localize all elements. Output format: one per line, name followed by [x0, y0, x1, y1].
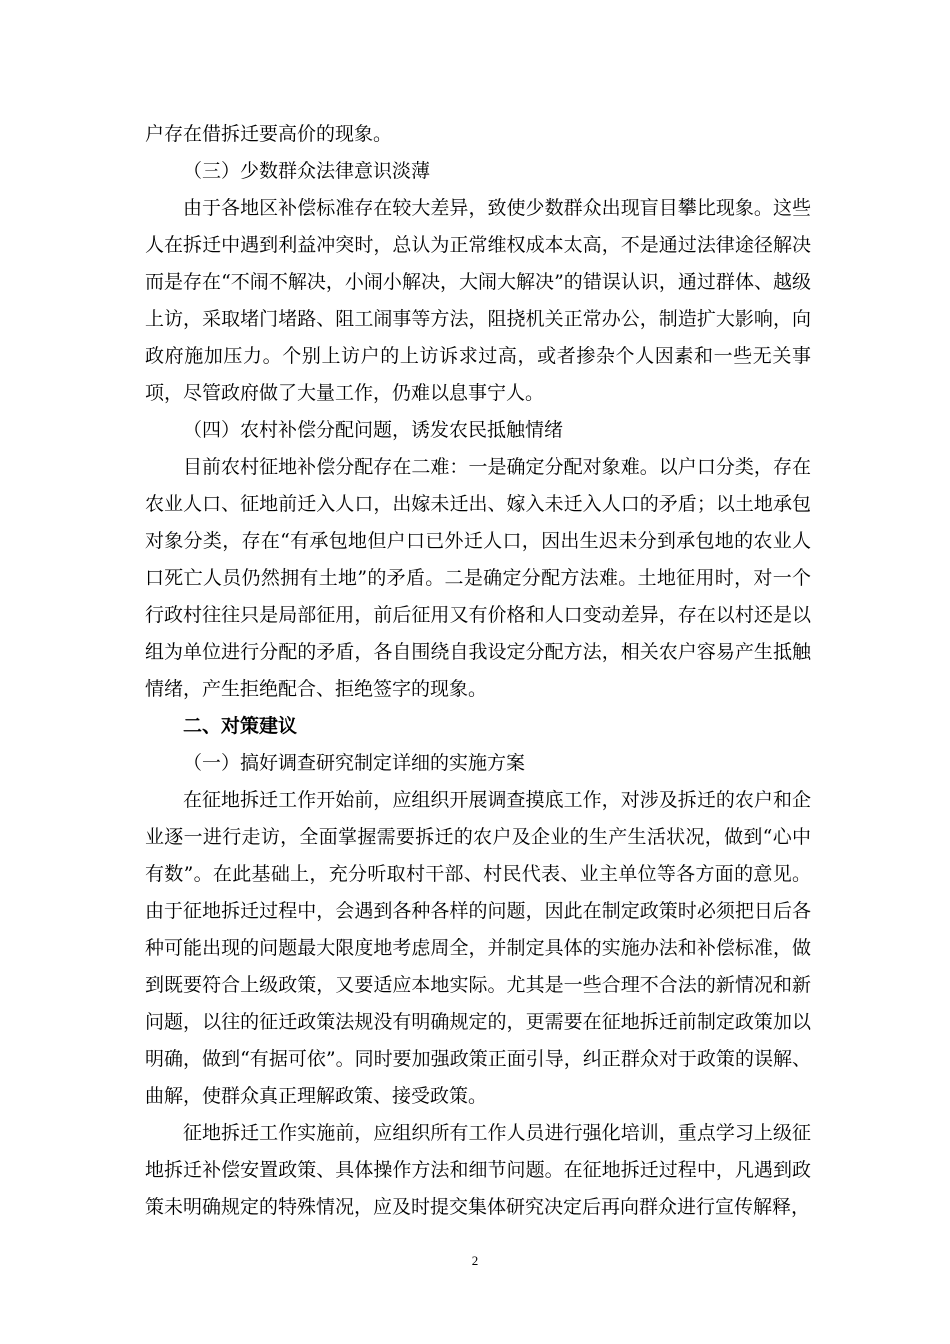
section-heading-countermeasures: 二、对策建议 [183, 715, 298, 737]
paragraph-legal-awareness: 由于各地区补偿标准存在较大差异，致使少数群众出现盲目攀比现象。这些人在拆迁中遇到利益冲突时，总认为正常维权成本太高，不是通过法律途径解决而是存在“不闹不解决，小闹小解决，大闹大解决”的错误认识，通过群体、越级上访，采取堵门堵路、阻工闹事等方法，阻挠机关正常办公，制造扩大影响，向政府施加压力。个别上访户的上访诉求过高，或者掺杂个人因素和一些无关事项，尽管政府做了大量工作，仍难以息事宁人。 [145, 197, 811, 404]
subheading-three: （三）少数群众法律意识淡薄 [183, 160, 431, 182]
paragraph-training: 征地拆迁工作实施前，应组织所有工作人员进行强化培训，重点学习上级征地拆迁补偿安置政策、具体操作方法和细节问题。在征地拆迁过程中，凡遇到政策未明确规定的特殊情况，应及时提交集体研究决定后再向群众进行宣传解释， [145, 1122, 811, 1218]
subheading-one: （一）搞好调查研究制定详细的实施方案 [183, 752, 526, 774]
subheading-four: （四）农村补偿分配问题，诱发农民抵触情绪 [183, 419, 564, 441]
page-number: 2 [471, 1253, 479, 1268]
paragraph-investigation: 在征地拆迁工作开始前，应组织开展调查摸底工作，对涉及拆迁的农户和企业逐一进行走访，全面掌握需要拆迁的农户及企业的生产生活状况，做到“心中有数”。在此基础上，充分听取村干部、村民代表、业主单位等各方面的意见。由于征地拆迁过程中，会遇到各种各样的问题，因此在制定政策时必须把日后各种可能出现的问题最大限度地考虑周全，并制定具体的实施办法和补偿标准，做到既要符合上级政策，又要适应本地实际。尤其是一些合理不合法的新情况和新问题，以往的征迁政策法规没有明确规定的，更需要在征地拆迁前制定政策加以明确，做到“有据可依”。同时要加强政策正面引导，纠正群众对于政策的误解、曲解，使群众真正理解政策、接受政策。 [145, 789, 811, 1107]
paragraph-continuation: 户存在借拆迁要高价的现象。 [145, 123, 393, 145]
paragraph-compensation-distribution: 目前农村征地补偿分配存在二难：一是确定分配对象难。以户口分类，存在农业人口、征地前迁入人口，出嫁未迁出、嫁入未迁入人口的矛盾；以土地承包对象分类，存在“有承包地但户口已外迁人口，因出生迟未分到承包地的农业人口死亡人员仍然拥有土地”的矛盾。二是确定分配方法难。土地征用时，对一个行政村往往只是局部征用，前后征用又有价格和人口变动差异，存在以村还是以组为单位进行分配的矛盾，各自围绕自我设定分配方法，相关农户容易产生抵触情绪，产生拒绝配合、拒绝签字的现象。 [145, 456, 811, 700]
